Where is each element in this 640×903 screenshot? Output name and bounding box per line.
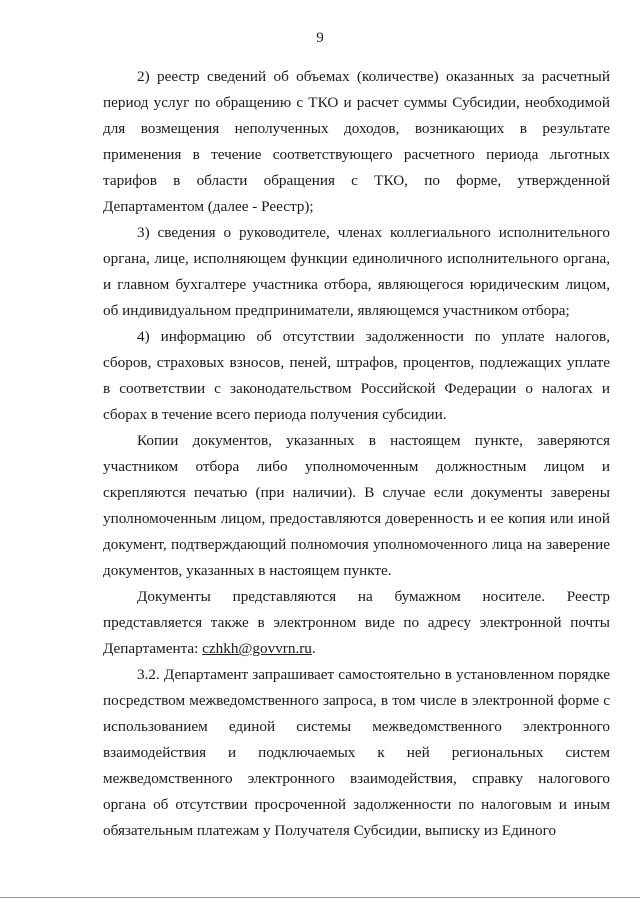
page-number: 9	[316, 30, 324, 46]
paragraph-debt-info: 4) информацию об отсутствии задолженности по уплате налогов, сборов, страховых взносов, пеней, штрафов, процентов, подлежащих уплате в соответствии с законодательством Российской Федерации о налогах и сборах в течение всего периода получения субсидии.	[103, 328, 610, 423]
paragraph-registry: 2) реестр сведений об объемах (количестве) оказанных за расчетный период услуг по обращению с ТКО и расчет суммы Субсидии, необходимой для возмещения неполученных доходов, возникающих в результате применения в течение соответствующего расчетного периода льготных тарифов в области обращения с ТКО, по форме, утвержденной Департаментом (далее - Реестр);	[103, 68, 610, 215]
document-body	[103, 64, 610, 844]
email-link[interactable]: czhkh@govvrn.ru	[202, 640, 312, 657]
submission-text: Документы представляются на бумажном носителе. Реестр представляется также в электронном виде по адресу электронной почты Департамента:	[103, 588, 610, 657]
submission-text-end: .	[311, 640, 316, 657]
bottom-divider	[0, 897, 640, 898]
paragraph-copies: Копии документов, указанных в настоящем пункте, заверяются участником отбора либо уполномоченным должностным лицом и скрепляются печатью (при наличии). В случае если документы заверены уполномоченным лицом, предоставляются доверенность и ее копия или иной документ, подтверждающий полномочия уполномоченного лица на заверение документов, указанных в настоящем пункте.	[103, 432, 610, 579]
paragraph-section-3-2: 3.2. Департамент запрашивает самостоятельно в установленном порядке посредством межведомственного запроса, в том числе в электронной форме с использованием единой системы межведомственного электронного взаимодействия и подключаемых к ней региональных систем межведомственного электронного взаимодействия, справку налогового органа об отсутствии просроченной задолженности по налоговым и иным обязательным платежам у Получателя Субсидии, выписку из Единого	[103, 666, 610, 839]
paragraph-management-info: 3) сведения о руководителе, членах коллегиального исполнительного органа, лице, исполняющем функции единоличного исполнительного органа, и главном бухгалтере участника отбора, являющегося юридическим лицом, об индивидуальном предприниматели, являющемся участником отбора;	[103, 224, 610, 319]
paragraph-documents-submission	[103, 584, 610, 662]
